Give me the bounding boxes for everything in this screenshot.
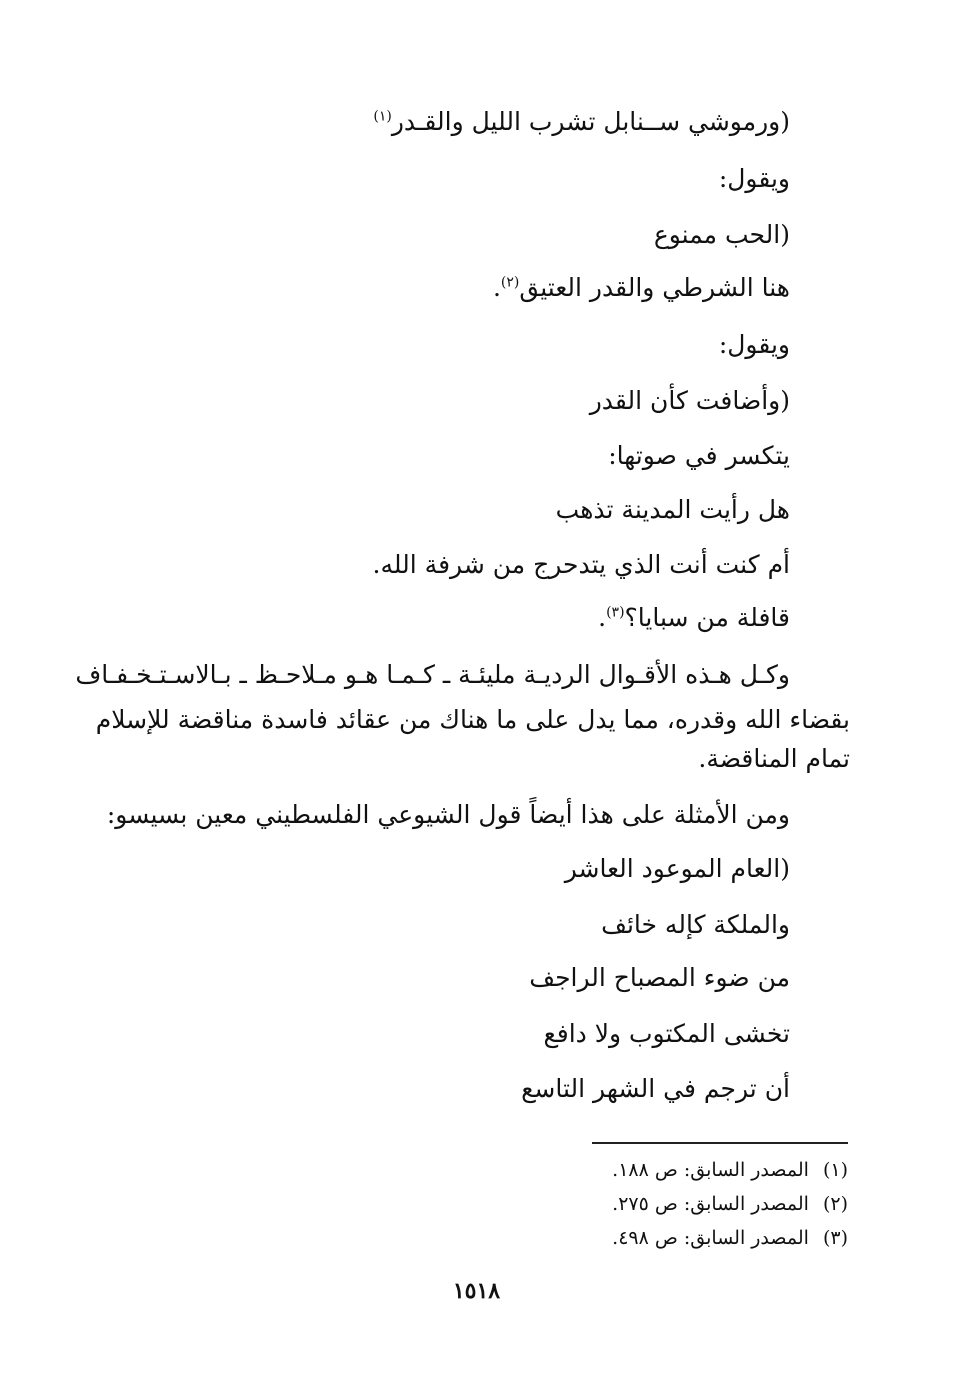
poem-line bbox=[556, 494, 790, 526]
footnote bbox=[612, 1158, 848, 1182]
poem-line bbox=[608, 440, 790, 472]
punctuation: . bbox=[492, 273, 501, 302]
footnote-text: المصدر السابق: ص ١٨٨. bbox=[612, 1159, 809, 1181]
poem-line-text: قافلة من سبايا؟ bbox=[624, 603, 790, 632]
poem-line-text: (الحب ممنوع bbox=[653, 220, 790, 249]
poem-line-text: (وأضافت كأن القدر bbox=[589, 386, 790, 415]
footnote-text: المصدر السابق: ص ٢٧٥. bbox=[612, 1193, 809, 1215]
poem-line-text: من ضوء المصباح الراجف bbox=[529, 963, 790, 992]
poem-line-text: هنا الشرطي والقدر العتيق bbox=[519, 273, 790, 302]
poem-line bbox=[590, 385, 790, 417]
poem-line bbox=[719, 329, 790, 361]
poem-line bbox=[493, 272, 790, 304]
page-number: ١٥١٨ bbox=[452, 1278, 501, 1304]
poem-line bbox=[565, 853, 790, 885]
poem-line bbox=[373, 549, 790, 581]
paragraph-text: بقضاء الله وقدره، مما يدل على ما هناك من عقائد فاسدة مناقضة للإسلام bbox=[95, 705, 850, 734]
poem-line bbox=[598, 602, 790, 634]
poem-line bbox=[529, 962, 790, 994]
poem-line-text: ويقول: bbox=[718, 330, 790, 359]
footnote bbox=[612, 1226, 848, 1250]
poem-line-text: (ورموشي ســنابل تشرب الليل والقـدر bbox=[391, 107, 790, 136]
poem-line-text: والملكة كإله خائف bbox=[601, 910, 790, 939]
paragraph-text: وكـل هـذه الأقـوال الرديـة مليئـة ـ كـمـا هـو مـلاحـظ ـ بـالاسـتـخـفـاف bbox=[75, 660, 790, 689]
poem-line bbox=[654, 219, 790, 251]
footnote-ref: (٣) bbox=[606, 604, 625, 621]
footnote-number: (٣) bbox=[822, 1227, 848, 1249]
paragraph-line bbox=[698, 743, 850, 775]
footnote-number: (١) bbox=[822, 1159, 848, 1181]
poem-line bbox=[543, 1018, 790, 1050]
poem-line bbox=[521, 1073, 790, 1105]
footnote-number: (٢) bbox=[822, 1193, 848, 1215]
poem-line-text: أم كنت أنت الذي يتدحرج من شرفة الله. bbox=[372, 550, 790, 579]
punctuation: . bbox=[598, 603, 607, 632]
paragraph-line bbox=[95, 704, 850, 736]
paragraph-text: تمام المناقضة. bbox=[698, 744, 850, 773]
poem-line bbox=[719, 163, 790, 195]
poem-line-text: ويقول: bbox=[718, 164, 790, 193]
poem-line bbox=[373, 106, 790, 138]
footnote bbox=[612, 1192, 848, 1216]
poem-line-text: هل رأيت المدينة تذهب bbox=[555, 495, 790, 524]
paragraph-line bbox=[75, 659, 790, 691]
poem-line-text: يتكسر في صوتها: bbox=[608, 441, 790, 470]
paragraph-text: ومن الأمثلة على هذا أيضاً قول الشيوعي الفلسطيني معين بسيسو: bbox=[106, 800, 790, 829]
footnote-text: المصدر السابق: ص ٤٩٨. bbox=[612, 1227, 809, 1249]
poem-line-text: (العام الموعود العاشر bbox=[564, 854, 790, 883]
poem-line bbox=[601, 909, 790, 941]
paragraph-line bbox=[107, 799, 790, 831]
footnote-separator bbox=[592, 1142, 848, 1144]
footnote-ref: (١) bbox=[373, 108, 392, 125]
poem-line-text: أن ترجم في الشهر التاسع bbox=[521, 1074, 790, 1103]
footnote-ref: (٢) bbox=[500, 274, 520, 291]
poem-line-text: تخشى المكتوب ولا دافع bbox=[543, 1019, 790, 1048]
